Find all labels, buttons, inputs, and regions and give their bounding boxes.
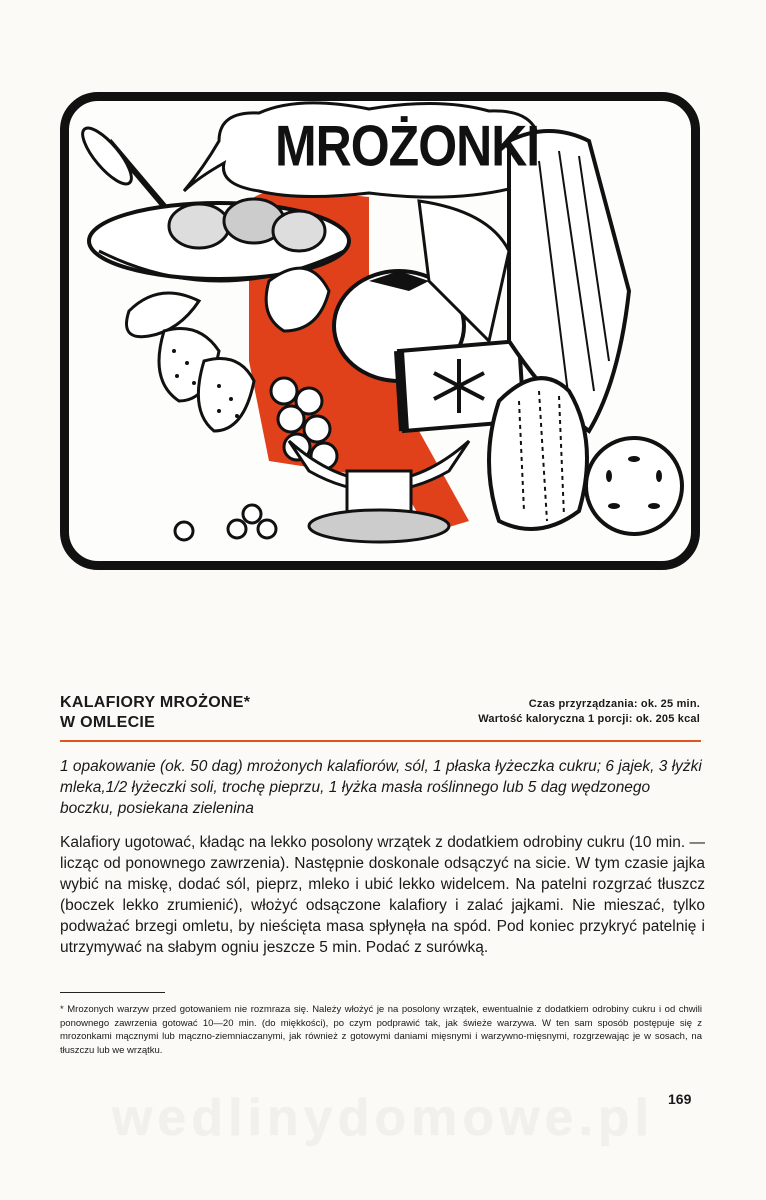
ingredients-list: 1 opakowanie (ok. 50 dag) mrożonych kalafiorów, sól, 1 płaska łyżeczka cukru; 6 jajek, 3 łyżki mleka,1/2 łyżeczki soli, trochę pieprzu, 1 łyżka masła roślinnego lub 5 dag wędzonego boczku, posiekana zielenina xyxy=(60,758,702,817)
recipe-title-line-1: KALAFIORY MROŻONE* xyxy=(60,694,251,711)
page-number: 169 xyxy=(668,1091,692,1107)
prep-time: Czas przyrządzania: ok. 25 min. xyxy=(528,698,700,710)
watermark: wedlinydomowe.pl xyxy=(111,1089,655,1147)
recipe-title xyxy=(60,693,320,733)
title-divider xyxy=(60,740,701,742)
instructions-paragraph: Kalafiory ugotować, kładąc na lekko posolony wrzątek z dodatkiem odrobiny cukru (10 min. — licząc od ponownego zawrzenia). Następnie doskonale odsączyć na sicie. W tym czasie jajka wybić na miskę, dodać sól, pieprz, mleko i ubić lekko widelcem. Na patelni rozgrzać tłuszcz (boczek lekko zrumienić), włożyć odsączone kalafiory i zalać jajkami. Nie mieszać, tylko podważać brzegi omletu, by nieścięta masa spłynęła na spód. Pod koniec przykryć patelnię i utrzymywać na słabym ogniu jeszcze 5 min. Podać z surówką. xyxy=(60,834,705,956)
recipe-meta xyxy=(478,697,700,727)
footnote-divider xyxy=(60,992,165,993)
footnote: * Mrozonych warzyw przed gotowaniem nie rozmraza się. Należy włożyć je na posolony wrzątek, ewentualnie z dodatkiem odrobiny cukru i od chwili ponownego zawrzenia gotować 10—20 min. (do miękkości), po czym podprawić tak, jak świeże warzywa. W ten sam sposób postępuje się z mrozonkami mącznymi lub mączno-ziemniaczanymi, jak również z gotowymi daniami mięsnymi i warzywno-mięsnymi, rozgrzewając je w sosach, na tłuszczu lub we wrzątku. xyxy=(60,1004,702,1056)
illustration-frame xyxy=(60,92,700,570)
illustration-title: MROŻONKI xyxy=(275,113,540,179)
calories: Wartość kaloryczna 1 porcji: ok. 205 kcal xyxy=(478,713,700,725)
recipe-title-line-2: W OMLECIE xyxy=(60,714,156,731)
